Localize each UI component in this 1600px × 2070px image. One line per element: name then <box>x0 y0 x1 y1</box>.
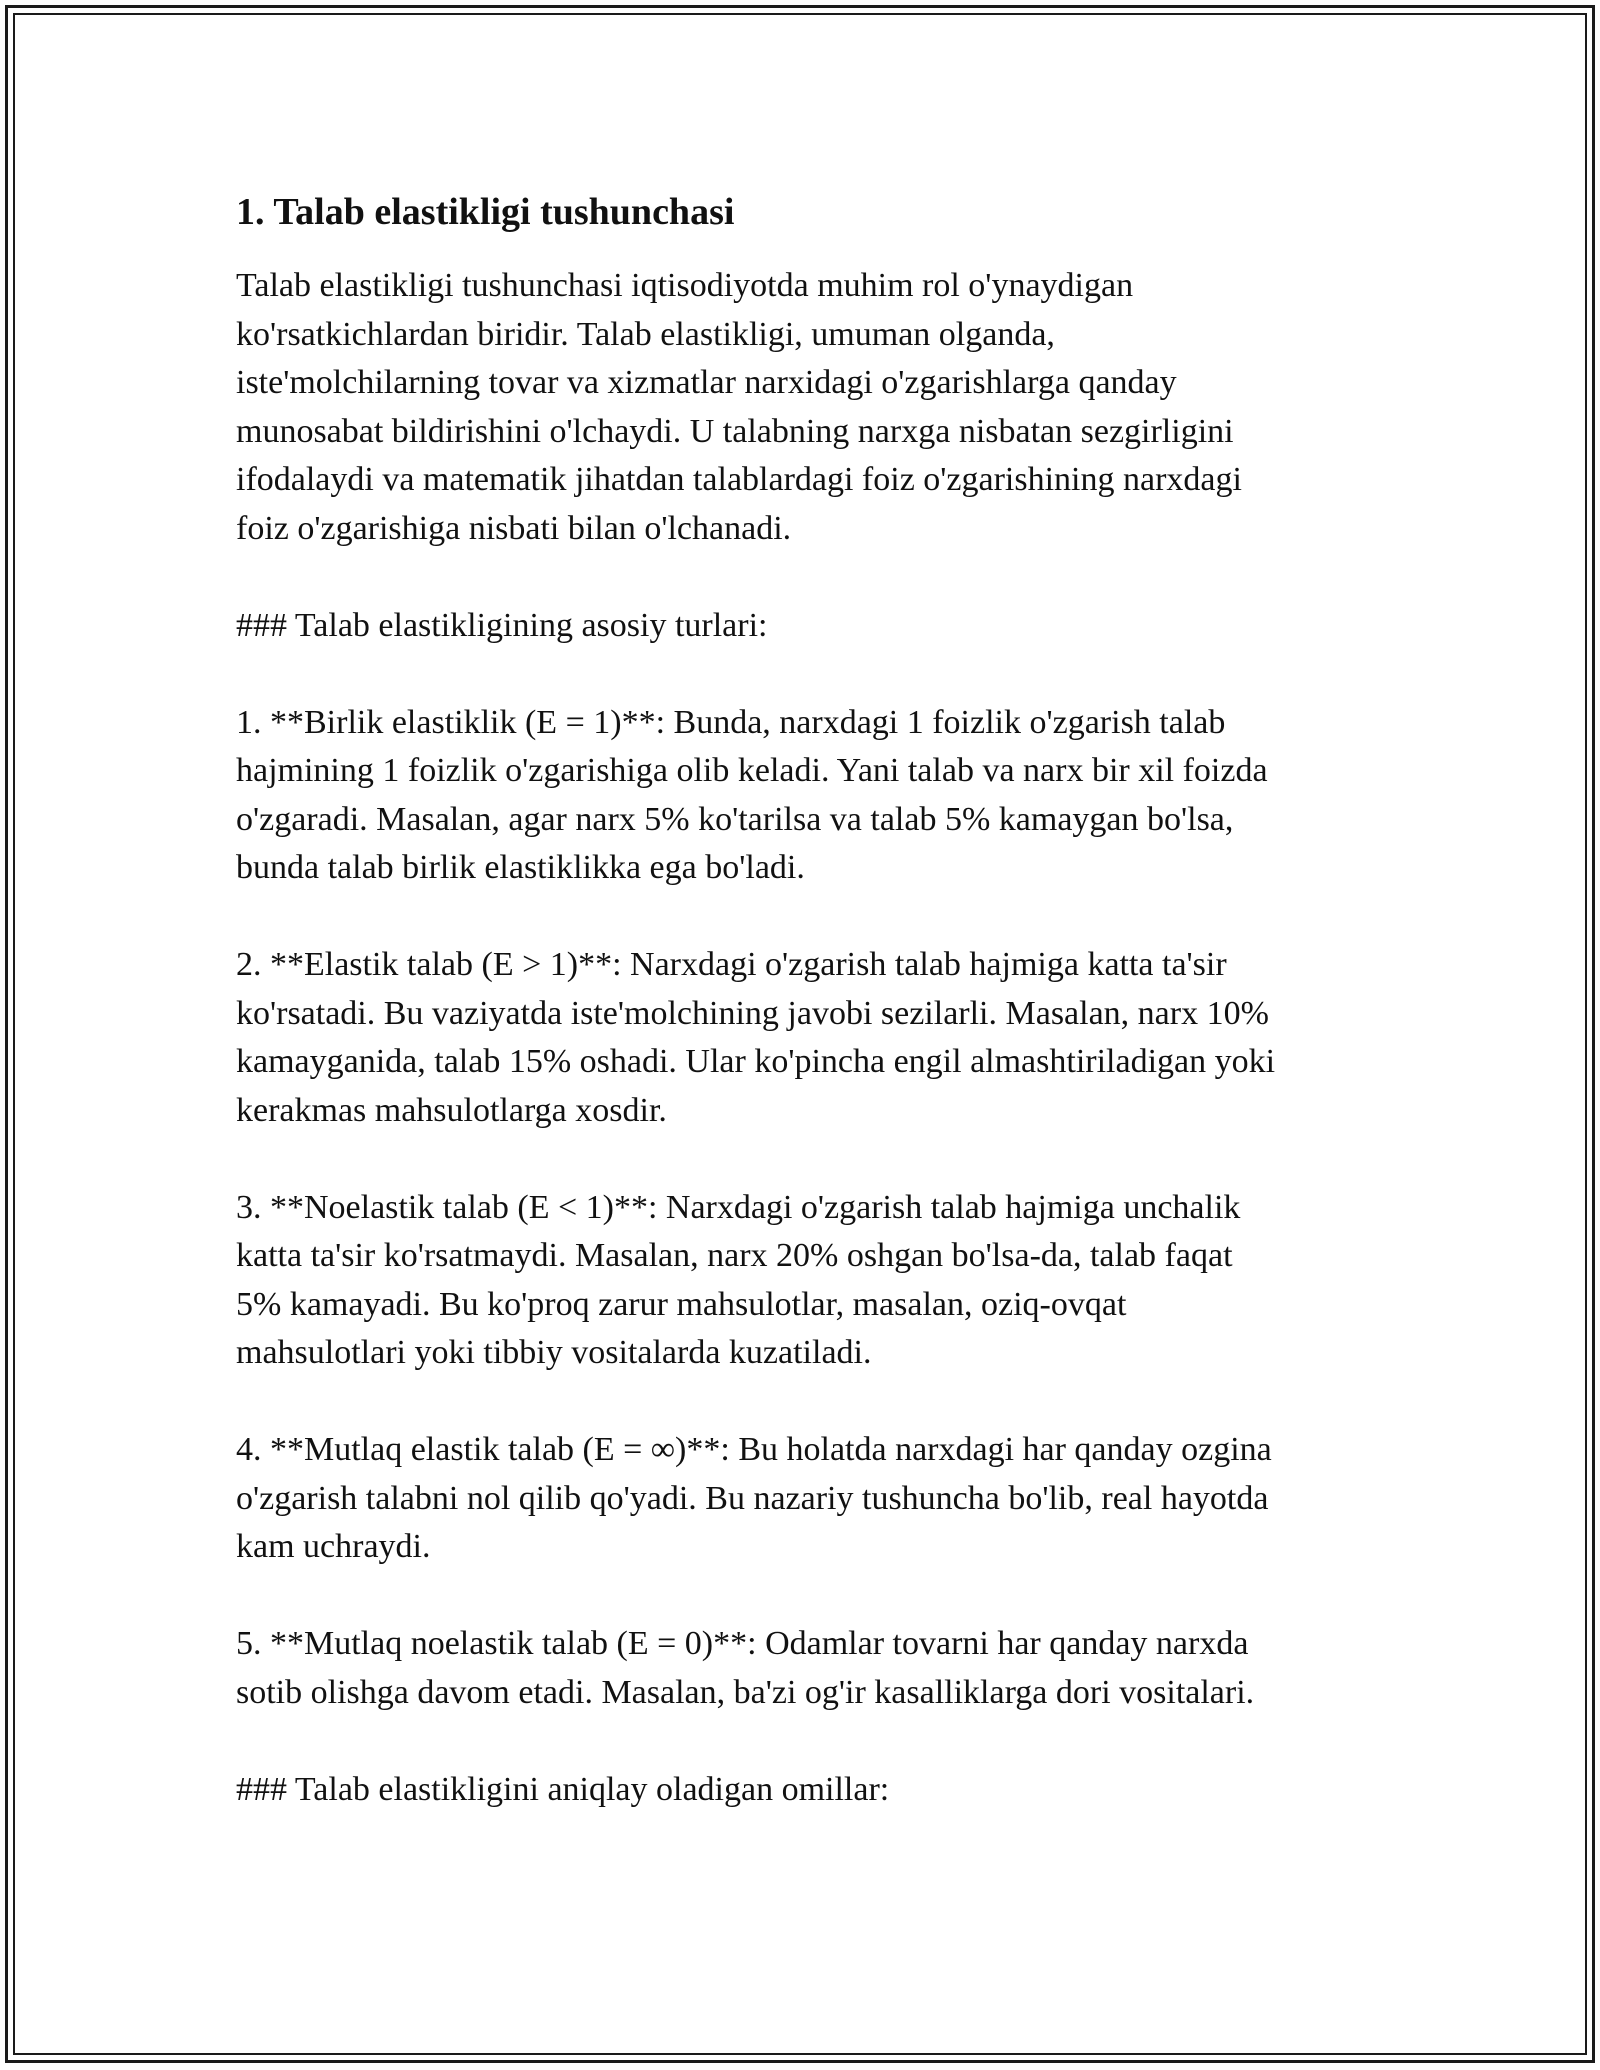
list-item-line: sotib olishga davom etadi. Masalan, ba'zi og'ir kasalliklarga dori vositalari. <box>236 1673 1255 1711</box>
list-item-line: kamayganida, talab 15% oshadi. Ular ko'pincha engil almashtiriladigan yoki <box>236 1043 1276 1080</box>
paragraph-gap <box>236 1378 1366 1427</box>
list-item-line: mahsulotlari yoki tibbiy vositalarda kuzatiladi. <box>236 1334 872 1371</box>
intro-line: foiz o'zgarishiga nisbati bilan o'lchanadi. <box>236 509 792 547</box>
list-item-elastic-demand <box>236 941 1366 1135</box>
list-item-line: hajmining 1 foizlik o'zgarishiga olib keladi. Yani talab va narx bir xil foizda <box>236 752 1268 789</box>
section-heading-types: ### Talab elastikligining asosiy turlari: <box>236 606 768 644</box>
list-item-line: katta ta'sir ko'rsatmaydi. Masalan, narx 20% oshgan bo'lsa-da, talab faqat <box>236 1237 1233 1274</box>
list-item-unit-elasticity <box>236 699 1366 893</box>
list-item-line: kam uchraydi. <box>236 1528 431 1565</box>
intro-line: ko'rsatkichlardan biridir. Talab elastikligi, umuman olganda, <box>236 315 1055 353</box>
list-item-line: 5% kamayadi. Bu ko'proq zarur mahsulotlar, masalan, oziq-ovqat <box>236 1285 1127 1323</box>
list-item-inelastic-demand <box>236 1184 1366 1378</box>
intro-line: munosabat bildirishini o'lchaydi. U talabning narxga nisbatan sezgirligini <box>236 412 1234 450</box>
paragraph-gap <box>236 650 1366 699</box>
paragraph-gap <box>236 1572 1366 1621</box>
list-item-line: 2. **Elastik talab (E > 1)**: Narxdagi o'zgarish talab hajmiga katta ta'sir <box>236 946 1227 983</box>
intro-line: Talab elastikligi tushunchasi iqtisodiyotda muhim rol o'ynaydigan <box>236 267 1134 304</box>
list-item-line: 1. **Birlik elastiklik (E = 1)**: Bunda, narxdagi 1 foizlik o'zgarish talab <box>236 703 1226 741</box>
list-item-perfectly-elastic <box>236 1426 1366 1572</box>
section-heading-factors: ### Talab elastikligini aniqlay oladigan omillar: <box>236 1770 890 1808</box>
paragraph-gap <box>236 553 1366 602</box>
list-item-line: 3. **Noelastik talab (E < 1)**: Narxdagi o'zgarish talab hajmiga unchalik <box>236 1188 1241 1226</box>
intro-line: ifodalaydi va matematik jihatdan talablardagi foiz o'zgarishining narxdagi <box>236 461 1242 498</box>
document-body <box>236 186 1366 1814</box>
paragraph-gap <box>236 1717 1366 1766</box>
list-item-line: o'zgaradi. Masalan, agar narx 5% ko'tarilsa va talab 5% kamaygan bo'lsa, <box>236 800 1234 838</box>
list-item-line: o'zgarish talabni nol qilib qo'yadi. Bu nazariy tushuncha bo'lib, real hayotda <box>236 1479 1269 1517</box>
list-item-line: bunda talab birlik elastiklikka ega bo'ladi. <box>236 849 805 886</box>
document-title: 1. Talab elastikligi tushunchasi <box>236 191 735 233</box>
intro-paragraph <box>236 262 1366 553</box>
paragraph-gap <box>236 893 1366 942</box>
list-item-perfectly-inelastic <box>236 1620 1366 1717</box>
list-item-line: 5. **Mutlaq noelastik talab (E = 0)**: Odamlar tovarni har qanday narxda <box>236 1625 1249 1662</box>
list-item-line: kerakmas mahsulotlarga xosdir. <box>236 1091 667 1129</box>
intro-line: iste'molchilarning tovar va xizmatlar narxidagi o'zgarishlarga qanday <box>236 364 1177 401</box>
list-item-line: 4. **Mutlaq elastik talab (E = ∞)**: Bu holatda narxdagi har qanday ozgina <box>236 1431 1272 1468</box>
list-item-line: ko'rsatadi. Bu vaziyatda iste'molchining javobi sezilarli. Masalan, narx 10% <box>236 994 1269 1032</box>
paragraph-gap <box>236 1135 1366 1184</box>
